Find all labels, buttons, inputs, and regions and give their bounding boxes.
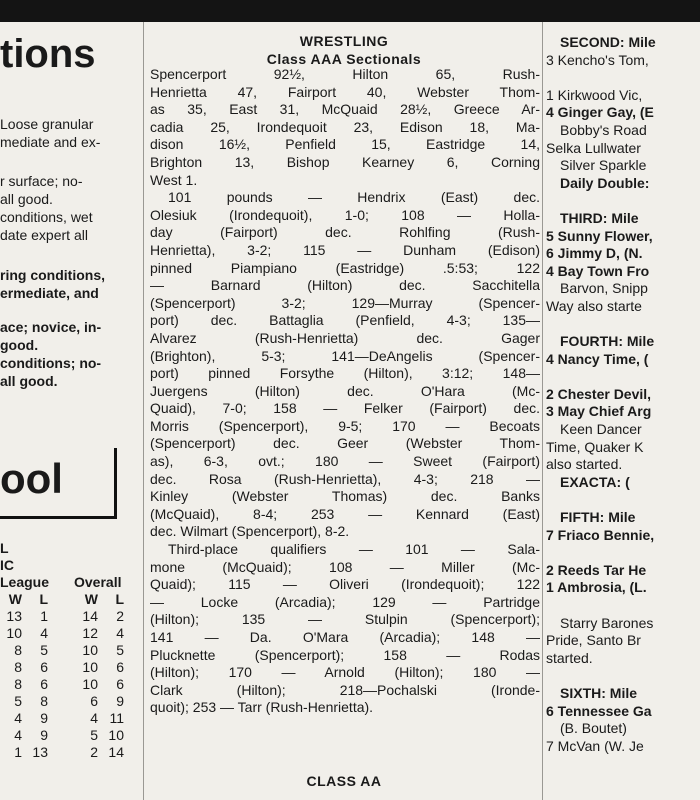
race-line: Selka Lullwater: [546, 139, 641, 156]
race-line: started.: [546, 649, 593, 666]
race-line: also started.: [546, 456, 623, 473]
standings-cell: 9: [40, 710, 48, 726]
text-line: (Hilton); 170 — Arnold (Hilton); 180 —: [150, 664, 540, 681]
standings-cell: 14: [108, 744, 124, 760]
standings-cell: 5: [116, 642, 124, 658]
text-line: Quaid); 115 — Oliveri (Irondequoit); 122: [150, 576, 540, 593]
standings-col-headers: [0, 574, 122, 591]
standings-cell: 9: [116, 693, 124, 709]
race-line: Bobby's Road: [560, 121, 647, 138]
text-line: 101 pounds — Hendrix (East) dec.: [168, 189, 540, 206]
sub-header: L: [39, 591, 48, 607]
race-line: Silver Sparkle: [560, 157, 647, 174]
race-line: 1 Kirkwood Vic,: [546, 86, 643, 103]
standings-row: [0, 659, 124, 676]
next-section-heading: CLASS AA: [306, 773, 382, 789]
column-rule-left: [143, 22, 144, 800]
text-line: Henrietta 47, Fairport 40, Webster Thom-: [150, 83, 540, 100]
text-line: (Spencerport) 3-2; 129—Murray (Spencer-: [150, 294, 540, 311]
left-column: [0, 0, 143, 800]
text-line: Plucknette (Spencerport); 158 — Rodas: [150, 646, 540, 663]
standings-cell: 4: [14, 710, 22, 726]
race-line: 6 Jimmy D, (N.: [546, 245, 643, 262]
text-line: quoit); 253 — Tarr (Rush-Henrietta).: [150, 699, 374, 716]
standings-table: [0, 540, 124, 761]
race-line: [546, 597, 656, 615]
standings-cell: 5: [40, 642, 48, 658]
standings-cell: 8: [40, 693, 48, 709]
standings-sub-headers: [0, 591, 124, 608]
school-heading: ool: [0, 455, 63, 502]
text-line: Olesiuk (Irondequoit), 1-0; 108 — Holla-: [150, 206, 540, 223]
text-line: West 1.: [150, 171, 198, 188]
text-line: (McQuaid), 8-4; 253 — Kennard (East): [150, 505, 540, 522]
left-line: all good.: [0, 191, 53, 207]
left-line: mediate and ex-: [0, 134, 101, 150]
section-title: WRESTLING: [299, 33, 389, 49]
text-line: Third-place qualifiers — 101 — Sala-: [168, 541, 540, 558]
text-line: Kinley (Webster Thomas) dec. Banks: [150, 488, 540, 505]
text-line: Henrietta), 3-2; 115 — Dunham (Edison): [150, 241, 540, 258]
left-line: all good.: [0, 373, 58, 389]
standings-cell: 10: [82, 659, 98, 675]
race-line: [546, 491, 656, 509]
standings-row: [0, 642, 124, 659]
left-line: conditions, wet: [0, 209, 93, 225]
left-line: conditions; no-: [0, 355, 102, 371]
left-line: ermediate, and: [0, 285, 99, 301]
race-line: 7 Friaco Bennie,: [546, 526, 655, 543]
left-paragraph-3: [0, 208, 93, 244]
race-line: 7 McVan (W. Je: [546, 737, 644, 754]
standings-cell: 4: [14, 727, 22, 743]
standings-cell: 12: [82, 625, 98, 641]
standings-cell: 6: [90, 693, 98, 709]
column-rule-right: [542, 22, 543, 800]
standings-cell: 6: [116, 659, 124, 675]
text-line: Brighton 13, Bishop Kearney 6, Corning: [150, 153, 540, 170]
text-line: Spencerport 92½, Hilton 65, Rush-: [150, 66, 540, 82]
text-line: Juergens (Hilton) dec. O'Hara (Mc-: [150, 382, 540, 399]
standings-cell: 10: [6, 625, 22, 641]
race-line: Time, Quaker K: [546, 438, 644, 455]
standings-cell: 9: [40, 727, 48, 743]
standings-row: [0, 744, 124, 761]
text-line: — Locke (Arcadia); 129 — Partridge: [150, 593, 540, 610]
left-paragraph-2: [0, 172, 82, 208]
race-line: Barvon, Snipp: [560, 280, 648, 297]
race-line: FIFTH: Mile: [560, 509, 636, 526]
standings-cell: 8: [14, 676, 22, 692]
standings-cell: 2: [116, 608, 124, 624]
race-line: THIRD: Mile: [560, 209, 639, 226]
race-line: SECOND: Mile: [560, 34, 656, 50]
text-line: day (Fairport) dec. Rohlfing (Rush-: [150, 224, 540, 241]
race-line: [546, 544, 656, 562]
text-line: port) pinned Forsythe (Hilton), 3:12; 148—: [150, 365, 540, 382]
standings-cell: 11: [109, 710, 124, 726]
col-header-league: League: [0, 574, 50, 590]
text-line: (Spencerport) dec. Geer (Webster Thom-: [150, 435, 540, 452]
text-line: port) dec. Battaglia (Penfield, 4-3; 135—: [150, 312, 540, 329]
race-line: Way also starte: [546, 297, 642, 314]
standings-cell: 6: [40, 676, 48, 692]
race-line: Daily Double:: [560, 174, 650, 191]
text-line: mone (McQuaid); 108 — Miller (Mc-: [150, 558, 540, 575]
wrestling-results-text: [150, 66, 540, 717]
standings-cell: 4: [90, 710, 98, 726]
standings-cell: 2: [90, 744, 98, 760]
text-line: dison 16½, Penfield 15, Eastridge 14,: [150, 136, 540, 153]
standings-cell: 13: [32, 744, 48, 760]
race-line: [546, 69, 656, 87]
left-line: good.: [0, 337, 39, 353]
standings-cell: 6: [116, 676, 124, 692]
standings-cell: 6: [40, 659, 48, 675]
standings-cell: 8: [14, 659, 22, 675]
standings-row: [0, 608, 124, 625]
race-line: [546, 667, 656, 685]
standings-cell: 10: [82, 642, 98, 658]
left-line: r surface; no-: [0, 173, 83, 189]
text-line: 141 — Da. O'Mara (Arcadia); 148 —: [150, 629, 540, 645]
race-line: 4 Nancy Time, (: [546, 350, 649, 367]
standings-cell: 10: [108, 727, 124, 743]
race-line: 5 Sunny Flower,: [546, 227, 653, 244]
race-line: [546, 368, 656, 386]
section-subtitle: Class AAA Sectionals: [266, 51, 422, 67]
left-paragraph-5: [0, 318, 101, 390]
left-line: Loose granular: [0, 116, 94, 132]
right-column: [546, 0, 700, 800]
standings-header-line: IC: [0, 557, 14, 573]
text-line: dec. Wilmart (Spencerport), 8-2.: [150, 523, 350, 540]
standings-row: [0, 710, 124, 727]
race-line: 2 Reeds Tar He: [546, 561, 647, 578]
race-line: 4 Bay Town Fro: [546, 262, 650, 279]
race-line: 3 May Chief Arg: [546, 403, 652, 420]
sub-header: W: [8, 591, 22, 607]
left-line: ring conditions,: [0, 267, 105, 283]
standings-cell: 13: [6, 608, 22, 624]
standings-cell: 14: [82, 608, 98, 624]
standings-cell: 1: [14, 744, 22, 760]
text-line: (Hilton); 135 — Stulpin (Spencerport);: [150, 611, 540, 628]
middle-column: [148, 0, 540, 800]
left-line: date expert all: [0, 227, 88, 243]
standings-cell: 4: [40, 625, 48, 641]
standings-cell: 8: [14, 642, 22, 658]
text-line: as 35, East 31, McQuaid 28½, Greece Ar-: [150, 101, 540, 118]
standings-row: [0, 676, 124, 693]
race-line: (B. Boutet): [560, 720, 627, 737]
text-line: Quaid), 7-0; 158 — Felker (Fairport) dec.: [150, 400, 540, 417]
race-line: EXACTA: (: [560, 473, 630, 490]
text-line: — Barnard (Hilton) dec. Sacchitella: [150, 277, 540, 294]
text-line: dec. Rosa (Rush-Henrietta), 4-3; 218 —: [150, 470, 540, 487]
col-header-overall: Overall: [74, 574, 122, 590]
standings-cell: 10: [82, 676, 98, 692]
standings-header-line: L: [0, 540, 9, 556]
standings-cell: 5: [14, 693, 22, 709]
race-line: 6 Tennessee Ga: [546, 702, 652, 719]
standings-row: [0, 727, 124, 744]
race-line: 2 Chester Devil,: [546, 385, 652, 402]
text-line: Alvarez (Rush-Henrietta) dec. Gager: [150, 329, 540, 346]
race-line: 4 Ginger Gay, (E: [546, 104, 654, 121]
standings-row: [0, 625, 124, 642]
text-line: pinned Piampiano (Eastridge) .5:53; 122: [150, 259, 540, 276]
standings-row: [0, 693, 124, 710]
race-line: SIXTH: Mile: [560, 684, 638, 701]
race-line: 1 Ambrosia, (L.: [546, 579, 647, 596]
race-line: [546, 192, 656, 210]
left-paragraph-1: [0, 115, 100, 151]
race-line: Starry Barones: [560, 614, 654, 631]
left-headline-fragment: tions: [0, 32, 96, 76]
left-line: ace; novice, in-: [0, 319, 102, 335]
left-paragraph-4: [0, 266, 105, 302]
race-line: Pride, Santo Br: [546, 632, 641, 649]
text-line: as), 6-3, ovt.; 180 — Sweet (Fairport): [150, 453, 540, 470]
race-line: 3 Kencho's Tom,: [546, 51, 649, 68]
standings-cell: 5: [90, 727, 98, 743]
race-line: [546, 316, 656, 334]
sub-header: W: [84, 591, 98, 607]
text-line: Clark (Hilton); 218—Pochalski (Ironde-: [150, 681, 540, 698]
racing-results-text: [546, 34, 656, 755]
sub-header: L: [115, 591, 124, 607]
text-line: Morris (Spencerport), 9-5; 170 — Becoats: [150, 417, 540, 434]
standings-cell: 1: [40, 608, 48, 624]
text-line: cadia 25, Irondequoit 23, Edison 18, Ma-: [150, 118, 540, 135]
text-line: (Brighton), 5-3; 141—DeAngelis (Spencer-: [150, 347, 540, 364]
standings-cell: 4: [116, 625, 124, 641]
race-line: FOURTH: Mile: [560, 333, 655, 350]
race-line: Keen Dancer: [560, 421, 642, 438]
